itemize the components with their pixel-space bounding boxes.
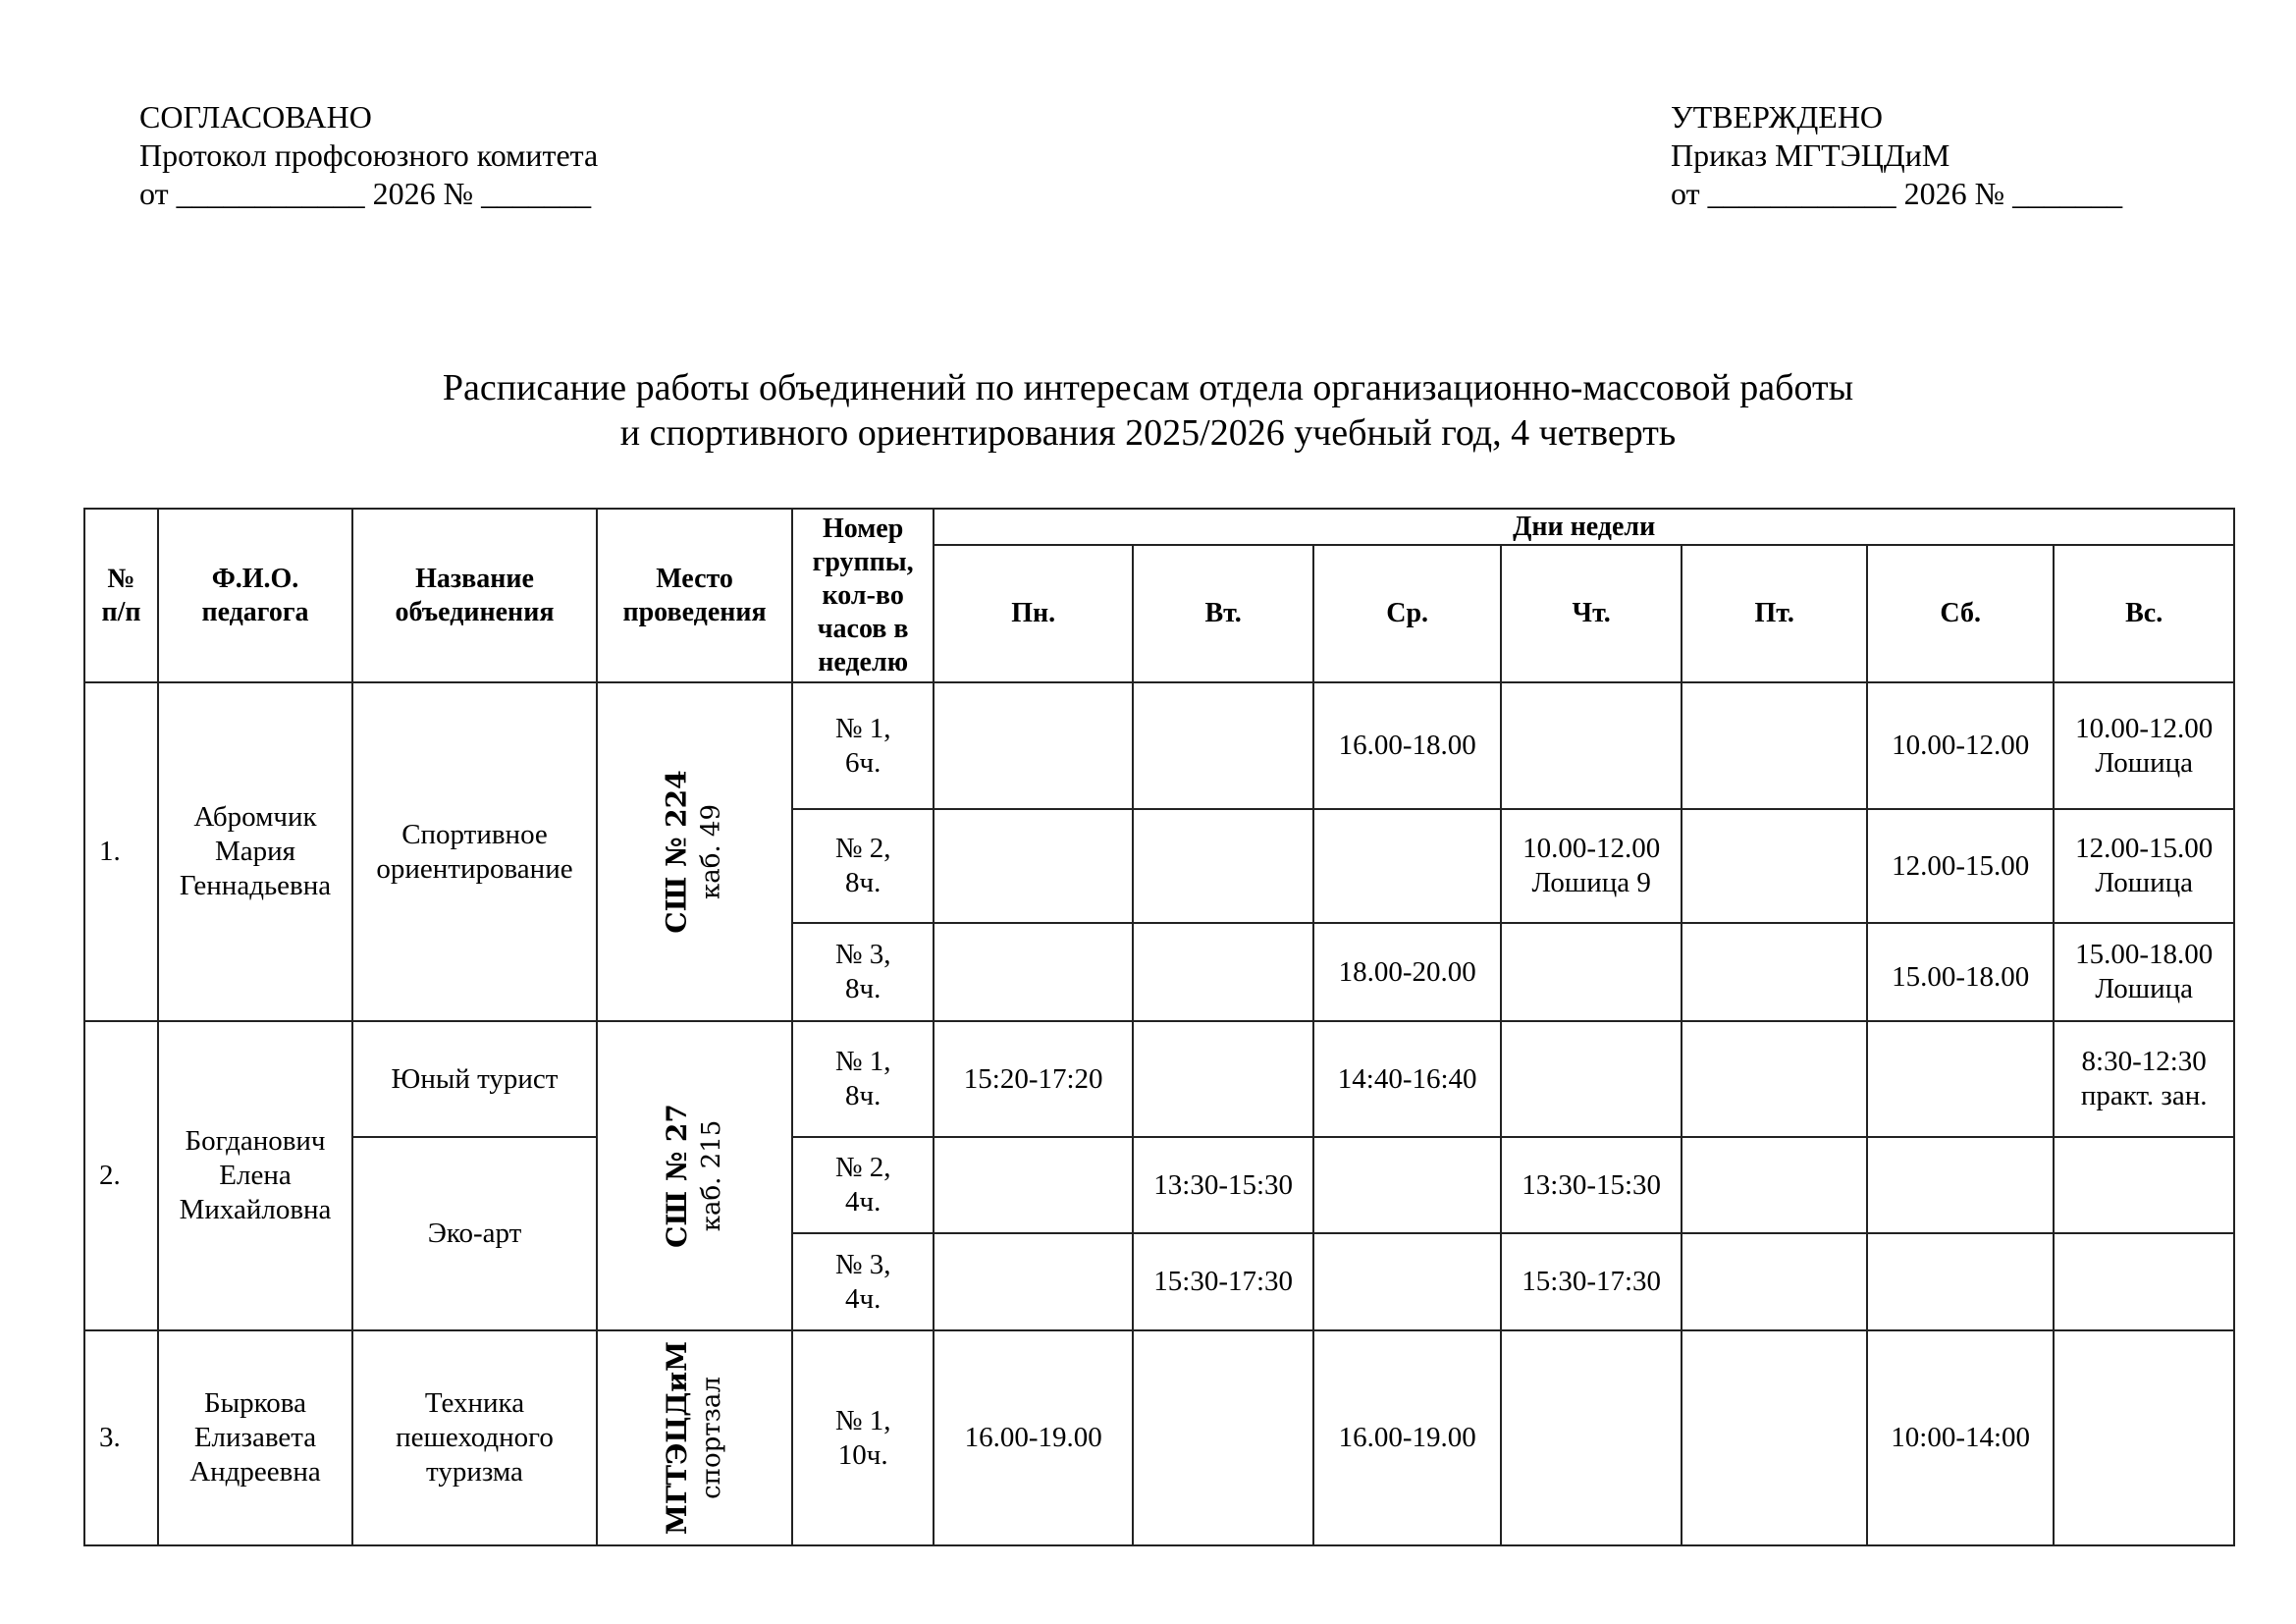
day-cell [1501, 682, 1682, 809]
day-cell [1133, 923, 1313, 1021]
header-day-thu: Чт. [1501, 545, 1682, 682]
day-cell [1133, 809, 1313, 923]
group-label: № 1, 10ч. [792, 1330, 934, 1545]
place [597, 1021, 792, 1330]
header-day-tue: Вт. [1133, 545, 1313, 682]
day-cell: 13:30-15:30 [1133, 1137, 1313, 1233]
day-cell: 15.00-18.00 Лошица [2054, 923, 2234, 1021]
day-cell: 8:30-12:30 практ. зан. [2054, 1021, 2234, 1137]
approval-block-approved [1671, 98, 2122, 213]
day-cell: 10.00-12.00 Лошица [2054, 682, 2234, 809]
club-name: Техника пешеходного туризма [352, 1330, 597, 1545]
day-cell: 18.00-20.00 [1313, 923, 1501, 1021]
day-cell: 13:30-15:30 [1501, 1137, 1682, 1233]
day-cell [1501, 1330, 1682, 1545]
entry-num: 2. [84, 1021, 158, 1330]
day-cell [1133, 682, 1313, 809]
day-cell [1313, 1233, 1501, 1330]
table-row [84, 1137, 2234, 1233]
table-row [84, 682, 2234, 809]
day-cell [1867, 1021, 2054, 1137]
day-cell: 15:30-17:30 [1133, 1233, 1313, 1330]
day-cell [1501, 923, 1682, 1021]
teacher-name: Богданович Елена Михайловна [158, 1021, 352, 1330]
header-num: № п/п [84, 509, 158, 682]
title-line-2: и спортивного ориентирования 2025/2026 учебный год, 4 четверть [619, 412, 1677, 454]
day-cell: 10:00-14:00 [1867, 1330, 2054, 1545]
header-teacher: Ф.И.О. педагога [158, 509, 352, 682]
header-place: Место проведения [597, 509, 792, 682]
header-day-wed: Ср. [1313, 545, 1501, 682]
teacher-name: Абромчик Мария Геннадьевна [158, 682, 352, 1021]
day-cell: 10.00-12.00 Лошица 9 [1501, 809, 1682, 923]
day-cell [1682, 682, 1867, 809]
header-day-mon: Пн. [934, 545, 1133, 682]
day-cell [1682, 1137, 1867, 1233]
approval-protocol-line: Протокол профсоюзного комитета [139, 137, 599, 173]
approval-heading: УТВЕРЖДЕНО [1671, 99, 1884, 135]
schedule-table [83, 508, 2235, 1546]
header-club: Название объединения [352, 509, 597, 682]
place-sub: каб. 49 [697, 803, 727, 900]
group-label: № 1, 6ч. [792, 682, 934, 809]
group-label: № 2, 4ч. [792, 1137, 934, 1233]
day-cell: 12.00-15.00 [1867, 809, 2054, 923]
day-cell [1133, 1021, 1313, 1137]
day-cell [1682, 809, 1867, 923]
place-sub: спортзал [697, 1377, 727, 1499]
day-cell [934, 923, 1133, 1021]
day-cell: 15:30-17:30 [1501, 1233, 1682, 1330]
day-cell [934, 1137, 1133, 1233]
approval-block-agreed [139, 98, 598, 213]
header-group: Номер группы, кол-во часов в неделю [792, 509, 934, 682]
place-rotated [661, 770, 728, 933]
header-day-sat: Сб. [1867, 545, 2054, 682]
day-cell [934, 682, 1133, 809]
group-label: № 3, 8ч. [792, 923, 934, 1021]
place-main: МГТЭЦДиМ [661, 1340, 694, 1536]
group-label: № 3, 4ч. [792, 1233, 934, 1330]
group-label: № 1, 8ч. [792, 1021, 934, 1137]
day-cell [1867, 1233, 2054, 1330]
day-cell: 16.00-18.00 [1313, 682, 1501, 809]
table-row [84, 1330, 2234, 1545]
day-cell [1682, 1021, 1867, 1137]
day-cell: 15.00-18.00 [1867, 923, 2054, 1021]
place [597, 682, 792, 1021]
day-cell [1867, 1137, 2054, 1233]
header-day-fri: Пт. [1682, 545, 1867, 682]
day-cell: 15:20-17:20 [934, 1021, 1133, 1137]
day-cell: 14:40-16:40 [1313, 1021, 1501, 1137]
approval-date-line: от ____________ 2026 № _______ [1671, 176, 2123, 211]
header-days-group: Дни недели [934, 509, 2234, 545]
day-cell [2054, 1137, 2234, 1233]
day-cell: 12.00-15.00 Лошица [2054, 809, 2234, 923]
place-rotated [661, 1341, 728, 1535]
approval-date-line: от ____________ 2026 № _______ [139, 176, 592, 211]
day-cell: 16.00-19.00 [934, 1330, 1133, 1545]
day-cell [2054, 1233, 2234, 1330]
club-name: Эко-арт [352, 1137, 597, 1330]
place-main: СШ № 27 [661, 1104, 694, 1248]
header-row [84, 509, 2234, 545]
day-cell: 16.00-19.00 [1313, 1330, 1501, 1545]
header-day-sun: Вс. [2054, 545, 2234, 682]
club-name: Юный турист [352, 1021, 597, 1137]
day-cell [1682, 1233, 1867, 1330]
day-cell [1682, 923, 1867, 1021]
day-cell [1682, 1330, 1867, 1545]
title-line-1: Расписание работы объединений по интересам отдела организационно-массовой работы [442, 367, 1854, 408]
entry-num: 1. [84, 682, 158, 1021]
day-cell [934, 1233, 1133, 1330]
day-cell: 10.00-12.00 [1867, 682, 2054, 809]
place-sub: каб. 215 [697, 1119, 727, 1232]
day-cell [2054, 1330, 2234, 1545]
approval-heading: СОГЛАСОВАНО [139, 99, 372, 135]
place-rotated [661, 1104, 728, 1248]
teacher-name: Быркова Елизавета Андреевна [158, 1330, 352, 1545]
approval-order-line: Приказ МГТЭЦДиМ [1671, 137, 1950, 173]
day-cell [1313, 1137, 1501, 1233]
group-label: № 2, 8ч. [792, 809, 934, 923]
place [597, 1330, 792, 1545]
place-main: СШ № 224 [661, 770, 694, 934]
table-row [84, 1021, 2234, 1137]
day-cell [1133, 1330, 1313, 1545]
entry-num: 3. [84, 1330, 158, 1545]
document-title [0, 365, 2296, 456]
day-cell [934, 809, 1133, 923]
club-name: Спортивное ориентирование [352, 682, 597, 1021]
day-cell [1501, 1021, 1682, 1137]
day-cell [1313, 809, 1501, 923]
